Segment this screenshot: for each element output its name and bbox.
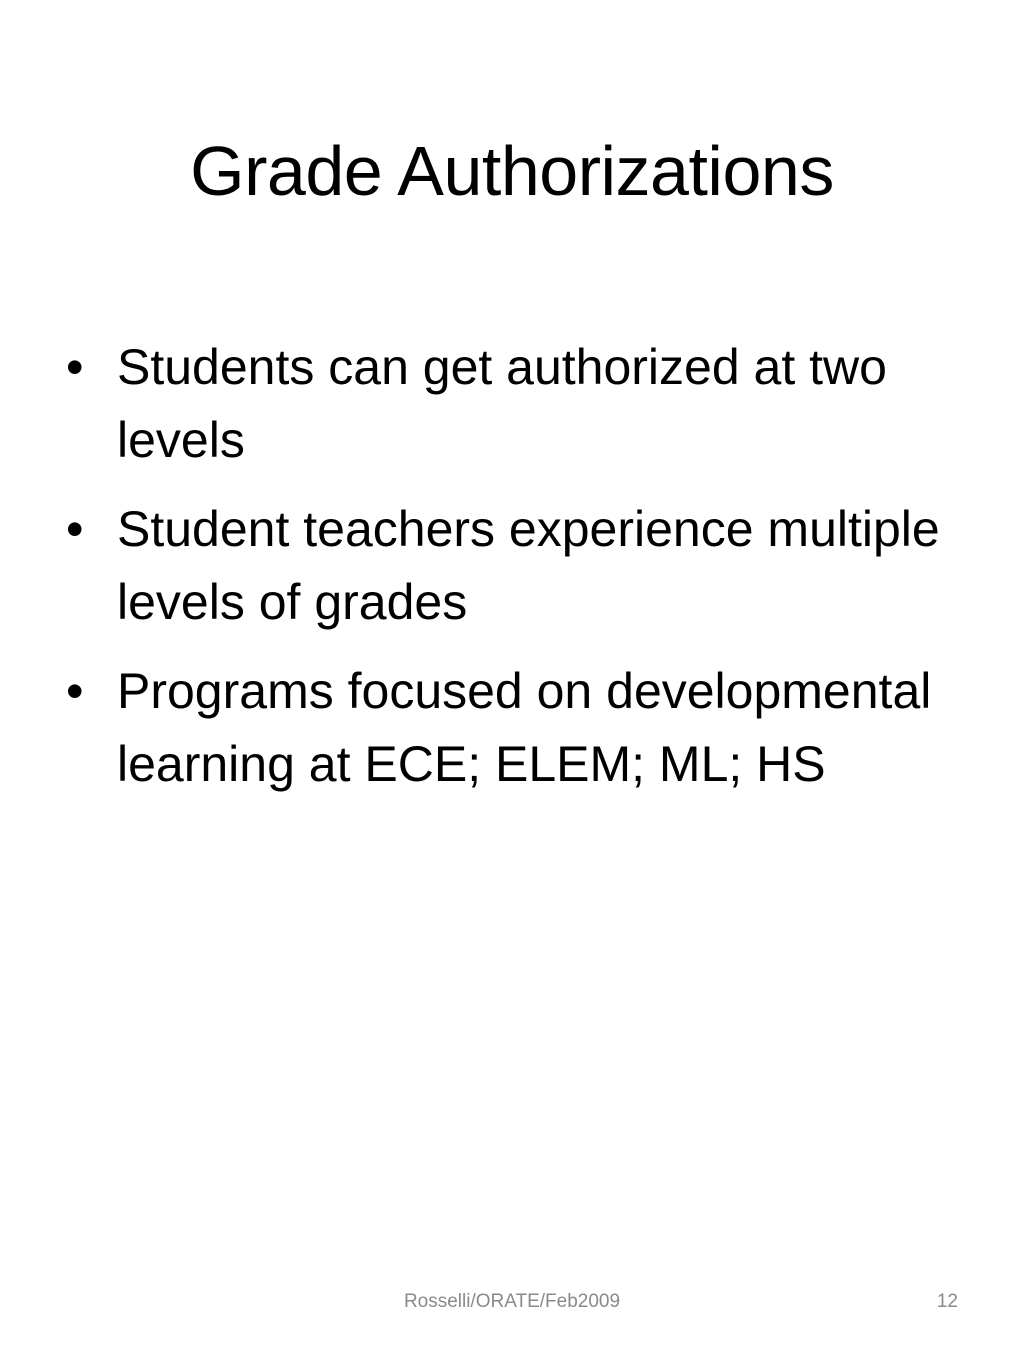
footer-text: Rosselli/ORATE/Feb2009 [403, 1291, 621, 1312]
bullet-dot-icon: • [66, 501, 84, 557]
bullet-list [62, 331, 962, 817]
slide-title: Grade Authorizations [190, 132, 834, 210]
page-number: 12 [936, 1291, 958, 1312]
bullet-item [62, 655, 962, 801]
bullet-text: Students can get authorized at two levels [117, 339, 887, 468]
bullet-text: Programs focused on developmental learning at ECE; ELEM; ML; HS [117, 663, 932, 792]
bullet-dot-icon: • [66, 339, 84, 395]
bullet-dot-icon: • [66, 663, 84, 719]
bullet-item [62, 331, 962, 477]
bullet-item [62, 493, 962, 639]
bullet-text: Student teachers experience multiple levels of grades [117, 501, 940, 630]
